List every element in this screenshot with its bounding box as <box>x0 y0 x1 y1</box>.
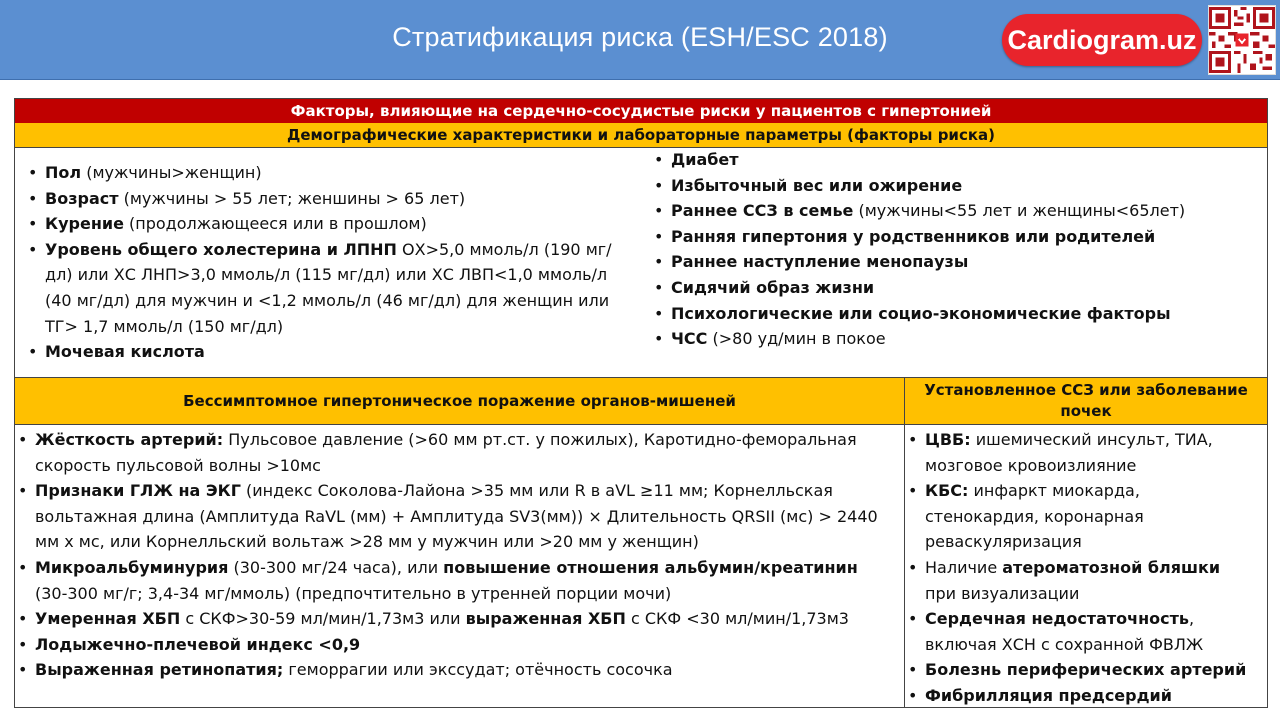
item-label: Микроальбуминурия <box>35 557 229 577</box>
slide-title: Стратификация риска (ESH/ESC 2018) <box>392 22 888 52</box>
risk-factors-left-list <box>15 160 625 365</box>
item-text: (30-300 мг/г; 3,4-34 мг/ммоль) (предпочтительно в утренней порции мочи) <box>35 583 672 603</box>
list-item <box>641 224 1251 250</box>
slide-header <box>0 0 1280 80</box>
item-label: КБС: <box>925 481 969 501</box>
brand-logo[interactable]: Cardiogram.uz <box>1002 14 1202 66</box>
list-item <box>641 301 1251 327</box>
item-label: повышение отношения альбумин/креатинин <box>443 557 858 577</box>
item-label: Умеренная ХБП <box>35 609 181 629</box>
item-text: (>80 уд/мин в покое <box>707 329 886 349</box>
list-item <box>641 173 1251 199</box>
item-text: Наличие <box>925 557 1003 577</box>
risk-factors-right-list <box>641 147 1251 352</box>
item-text: (мужчины > 55 лет; женшины > 65 лет) <box>118 188 466 208</box>
item-label: ЧСС <box>671 329 708 349</box>
item-label: Пол <box>45 163 82 182</box>
list-item <box>641 249 1251 275</box>
list-item <box>905 683 1255 709</box>
item-label: атероматозной бляшки <box>1002 557 1221 577</box>
item-text: инфаркт миокарда, стенокардия, коронарная реваскуляризация <box>925 481 1144 552</box>
organ-damage-list <box>15 427 895 683</box>
qr-code-icon <box>1208 5 1276 75</box>
list-item <box>15 339 625 365</box>
item-label: Признаки ГЛЖ на ЭКГ <box>35 481 241 501</box>
item-text: геморрагии или экссудат; отёчность сосочка <box>283 660 673 680</box>
list-item <box>15 606 895 632</box>
section-headers-row <box>15 378 1267 425</box>
list-item <box>905 427 1255 478</box>
table-title: Факторы, влияющие на сердечно-сосудистые риски у пациентов с гипертонией <box>15 99 1267 123</box>
item-text: (30-300 мг/24 часа), или <box>228 557 444 577</box>
item-text: (мужчины<55 лет и женщины<65лет) <box>853 201 1186 221</box>
list-item <box>15 160 625 186</box>
item-label: Фибрилляция предсердий <box>925 685 1172 705</box>
item-label: Ранняя гипертония у родственников или родителей <box>671 226 1156 246</box>
risk-factors-section <box>15 148 1267 378</box>
table-subtitle: Демографические характеристики и лабораторные параметры (факторы риска) <box>15 123 1267 148</box>
list-item <box>641 198 1251 224</box>
list-item <box>641 147 1251 173</box>
cvd-header: Установленное ССЗ или заболевание почек <box>924 381 1248 420</box>
list-item <box>905 478 1255 555</box>
list-item <box>15 211 625 237</box>
list-item <box>15 427 895 478</box>
item-label: Раннее наступление менопаузы <box>671 252 969 272</box>
item-text: ишемический инсульт, ТИА, мозговое кровоизлияние <box>925 430 1213 475</box>
list-item <box>15 186 625 212</box>
list-item <box>905 657 1255 683</box>
list-item <box>15 555 895 606</box>
cvd-list <box>905 427 1255 709</box>
item-text: (продолжающееся или в прошлом) <box>123 214 427 234</box>
item-text: с СКФ>30-59 мл/мин/1,73м3 или <box>180 609 466 629</box>
risk-table <box>14 98 1268 708</box>
item-label: Психологические или социо-экономические факторы <box>671 303 1171 323</box>
organ-and-cvd-section <box>15 425 1267 707</box>
item-label: Болезнь периферических артерий <box>925 660 1247 680</box>
list-item <box>641 326 1251 352</box>
item-text: (индекс Соколова-Лайона >35 мм или R в aVL ≥11 мм; Корнелльская вольтажная длина (Амплитуда RaVL (мм) + Амплитуда SV3(мм)) × Длительность QRSII (мс) > 2440 мм х мс, или Корнелльский вольтаж >28 мм у мужчин или >20 мм у женщин) <box>35 481 878 552</box>
list-item <box>15 657 895 683</box>
item-label: Курение <box>45 214 124 234</box>
item-label: Сидячий образ жизни <box>671 277 875 297</box>
item-label: выраженная ХБП <box>465 609 626 629</box>
list-item <box>905 606 1255 657</box>
list-item <box>641 275 1251 301</box>
item-text: ОХ>5,0 ммоль/л (190 мг/дл) или ХС ЛНП>3,0 ммоль/л (115 мг/дл) или ХС ЛВП<1,0 ммоль/л (40 мг/дл) для мужчин и <1,2 ммоль/л (46 мг/дл) для женщин или ТГ> 1,7 ммоль/л (150 мг/дл) <box>45 239 612 336</box>
list-item <box>15 478 895 555</box>
item-text: с СКФ <30 мл/мин/1,73м3 <box>625 609 849 629</box>
item-text: , включая ХСН с сохранной ФВЛЖ <box>925 609 1204 654</box>
list-item <box>15 237 625 339</box>
organ-damage-cell <box>15 425 905 707</box>
item-label: Возраст <box>45 188 119 208</box>
item-label: ЦВБ: <box>925 430 971 449</box>
item-label: Мочевая кислота <box>45 342 205 362</box>
organ-damage-header: Бессимптомное гипертоническое поражение органов-мишеней <box>15 378 905 424</box>
item-label: Выраженная ретинопатия; <box>35 660 284 680</box>
item-label: Раннее ССЗ в семье <box>671 201 854 221</box>
item-label: Избыточный вес или ожирение <box>671 175 963 195</box>
item-label: Уровень общего холестерина и ЛПНП <box>45 239 397 259</box>
item-text: (мужчины>женщин) <box>81 163 262 182</box>
item-label: Жёсткость артерий: <box>35 430 224 449</box>
item-text: Пульсовое давление (>60 мм рт.ст. у пожилых), Каротидно-феморальная скорость пульсовой волны >10мс <box>35 430 857 475</box>
list-item <box>905 555 1255 606</box>
item-label: Лодыжечно-плечевой индекс <0,9 <box>35 634 361 654</box>
item-label: Диабет <box>671 150 739 169</box>
item-text: при визуализации <box>925 583 1080 603</box>
cvd-cell <box>905 425 1267 707</box>
item-label: Сердечная недостаточность <box>925 609 1190 629</box>
list-item <box>15 632 895 658</box>
